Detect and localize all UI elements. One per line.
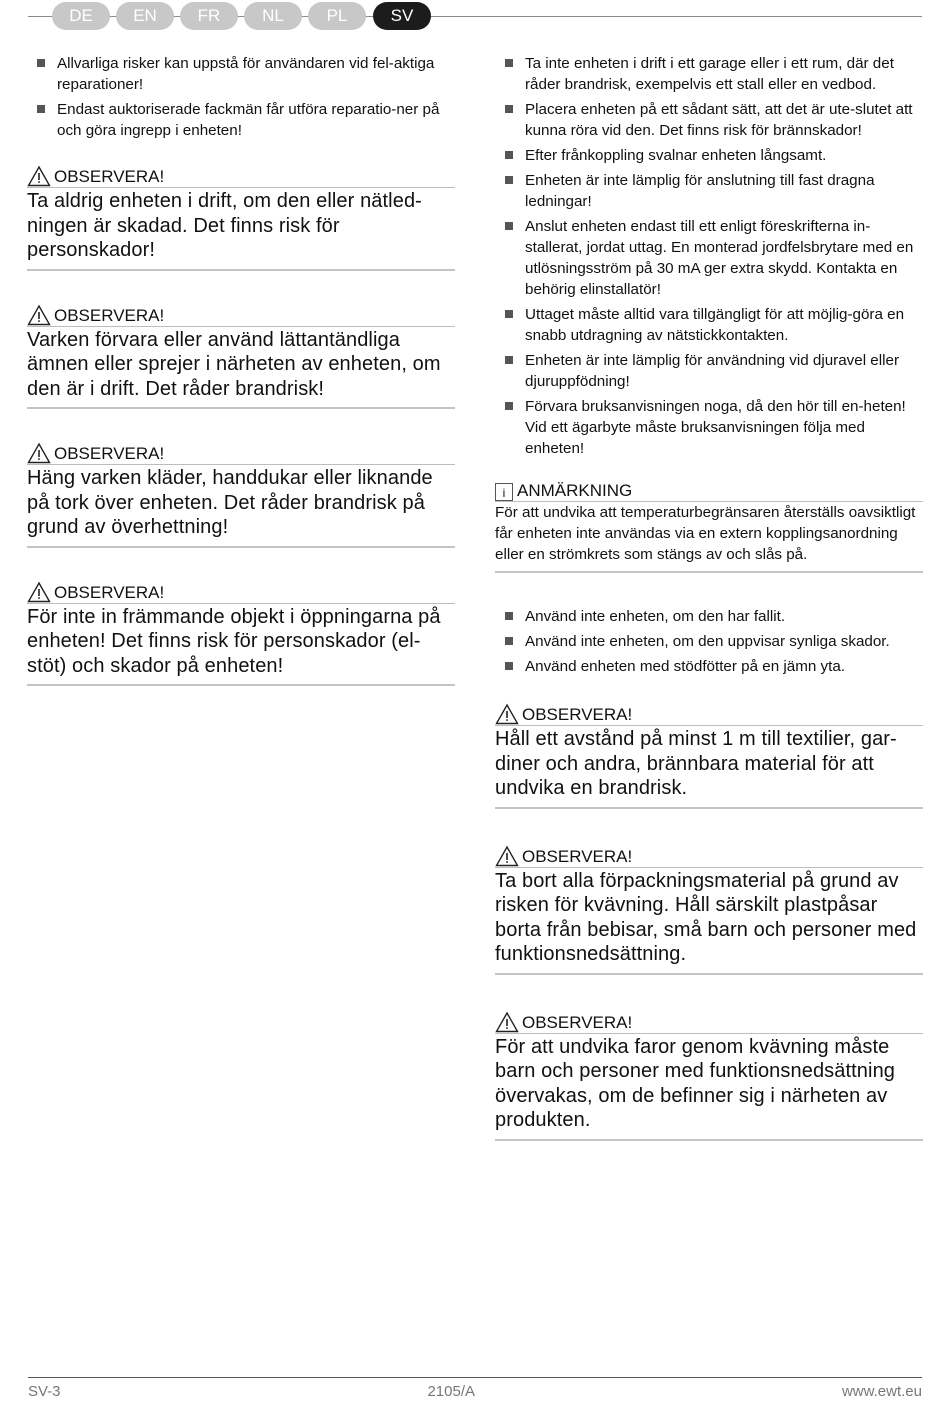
- list-item: [495, 606, 923, 627]
- notice-title: OBSERVERA!: [522, 705, 633, 724]
- bullet-text: Endast auktoriserade fackmän får utföra reparatio-ner på och göra ingrepp i enheten!: [57, 101, 440, 139]
- divider: [27, 269, 455, 271]
- warning-notice: [495, 1011, 923, 1141]
- bullet-text: Använd enheten med stödfötter på en jämn yta.: [525, 658, 845, 675]
- divider: [27, 684, 455, 686]
- note-title: ANMÄRKNING: [517, 481, 633, 500]
- list-item: [495, 99, 923, 141]
- list-item: [27, 99, 455, 141]
- right-bullet-list-2: [495, 606, 923, 677]
- list-item: [495, 304, 923, 346]
- notice-title: OBSERVERA!: [54, 444, 165, 463]
- page-footer: [28, 1377, 922, 1400]
- list-item: [495, 631, 923, 652]
- bullet-text: Uttaget måste alltid vara tillgängligt för att möjlig-göra en snabb utdragning av nätstickkontakten.: [525, 306, 905, 344]
- bullet-text: Enheten är inte lämplig för anslutning till fast dragna ledningar!: [525, 172, 875, 210]
- bullet-text: Använd inte enheten, om den har fallit.: [525, 608, 786, 625]
- notice-text: För att undvika faror genom kvävning måste barn och personer med funktionsnedsättning övervakas, om de befinner sig i närheten av produkten.: [495, 1035, 896, 1131]
- bullet-square-icon: [505, 402, 513, 410]
- bullet-text: Ta inte enheten i drift i ett garage eller i ett rum, där det råder brandrisk, exempelvis ett stall eller en vedbod.: [525, 55, 894, 93]
- notice-title: OBSERVERA!: [54, 167, 165, 186]
- bullet-square-icon: [505, 356, 513, 364]
- warning-triangle-icon: [27, 581, 51, 603]
- bullet-text: Förvara bruksanvisningen noga, då den hör till en-heten! Vid ett ägarbyte måste bruksanvisningen följa med enheten!: [525, 398, 906, 457]
- warning-notice: [495, 703, 923, 809]
- website-link[interactable]: www.ewt.eu: [841, 1383, 922, 1400]
- bullet-square-icon: [505, 662, 513, 670]
- notice-text: Håll ett avstånd på minst 1 m till textilier, gar-diner och andra, brännbara material för att undvika en brandrisk.: [495, 728, 897, 799]
- document-version: 2105/A: [427, 1383, 476, 1400]
- divider: [495, 571, 923, 573]
- bullet-square-icon: [505, 637, 513, 645]
- left-column: [27, 53, 455, 686]
- divider: [495, 1139, 923, 1141]
- page-number: SV-3: [28, 1383, 61, 1400]
- tab-en[interactable]: EN: [116, 2, 174, 30]
- notice-title: OBSERVERA!: [54, 582, 165, 602]
- bullet-square-icon: [37, 105, 45, 113]
- language-tab-bar: [28, 0, 922, 33]
- divider: [27, 546, 455, 548]
- footer-rule: [28, 1377, 922, 1378]
- notice-text: Ta bort alla förpackningsmaterial på grund av risken för kvävning. Håll särskilt plastpåsar borta från bebisar, små barn och personer med funktionsnedsättning.: [495, 869, 917, 965]
- left-bullet-list: [27, 53, 455, 141]
- list-item: [495, 170, 923, 212]
- warning-notice: [495, 845, 923, 975]
- tab-fr[interactable]: FR: [180, 2, 238, 30]
- divider: [495, 807, 923, 809]
- warning-triangle-icon: [27, 442, 51, 464]
- bullet-text: Enheten är inte lämplig för användning vid djuravel eller djuruppfödning!: [525, 352, 900, 390]
- bullet-text: Allvarliga risker kan uppstå för användaren vid fel-aktiga reparationer!: [57, 55, 435, 93]
- bullet-text: Använd inte enheten, om den uppvisar synliga skador.: [525, 633, 890, 650]
- bullet-square-icon: [505, 151, 513, 159]
- warning-triangle-icon: [27, 304, 51, 326]
- bullet-text: Anslut enheten endast till ett enligt föreskrifterna in-stallerat, jordat uttag. En monterad jordfelsbrytare med en utlösningsström på 30 mA ger extra skydd. Kontakta en behörig elinstallatör!: [525, 218, 914, 298]
- list-item: [495, 396, 923, 459]
- divider: [27, 407, 455, 409]
- info-icon: i: [495, 483, 513, 501]
- tab-pl[interactable]: PL: [308, 2, 366, 30]
- warning-triangle-icon: [495, 845, 519, 867]
- bullet-square-icon: [37, 59, 45, 67]
- bullet-square-icon: [505, 176, 513, 184]
- bullet-square-icon: [505, 310, 513, 318]
- list-item: [495, 53, 923, 95]
- tab-sv[interactable]: SV: [373, 2, 431, 30]
- warning-notice: [27, 581, 455, 687]
- bullet-square-icon: [505, 612, 513, 620]
- list-item: [495, 656, 923, 677]
- notice-title: OBSERVERA!: [54, 305, 165, 325]
- bullet-square-icon: [505, 222, 513, 230]
- bullet-text: Efter frånkoppling svalnar enheten långsamt.: [525, 147, 827, 164]
- tab-de[interactable]: DE: [52, 2, 110, 30]
- right-column: [495, 53, 923, 1141]
- warning-notice: [27, 442, 455, 548]
- warning-triangle-icon: [495, 703, 519, 725]
- notice-text: Varken förvara eller använd lättantändliga ämnen eller sprejer i närheten av enheten, om den är i drift. Det råder brandrisk!: [27, 328, 441, 400]
- bullet-square-icon: [505, 105, 513, 113]
- warning-notice: [27, 165, 455, 271]
- bullet-square-icon: [505, 59, 513, 67]
- warning-notice: [27, 304, 455, 410]
- notice-title: OBSERVERA!: [522, 1012, 633, 1032]
- list-item: [495, 350, 923, 392]
- tab-nl[interactable]: NL: [244, 2, 302, 30]
- notice-text: Häng varken kläder, handdukar eller liknande på tork över enheten. Det råder brandrisk på grund av överhettning!: [27, 467, 433, 538]
- notice-text: För inte in främmande objekt i öppningarna på enheten! Det finns risk för personskador (el-stöt) och skador på enheten!: [27, 605, 441, 677]
- note-text: För att undvika att temperaturbegränsaren återställs oavsiktligt får enheten inte användas via en extern kopplingsanordning eller en strömkrets som stängs av och slås på.: [495, 504, 916, 563]
- right-bullet-list: [495, 53, 923, 459]
- list-item: [495, 145, 923, 166]
- warning-triangle-icon: [495, 1011, 519, 1033]
- divider: [495, 973, 923, 975]
- list-item: [27, 53, 455, 95]
- notice-title: OBSERVERA!: [522, 846, 633, 866]
- info-note: [495, 481, 923, 573]
- list-item: [495, 216, 923, 300]
- warning-triangle-icon: [27, 165, 51, 187]
- notice-text: Ta aldrig enheten i drift, om den eller nätled-ningen är skadad. Det finns risk för personskador!: [27, 190, 422, 261]
- bullet-text: Placera enheten på ett sådant sätt, att det är ute-slutet att kunna röra vid den. Det finns risk för brännskador!: [525, 101, 913, 139]
